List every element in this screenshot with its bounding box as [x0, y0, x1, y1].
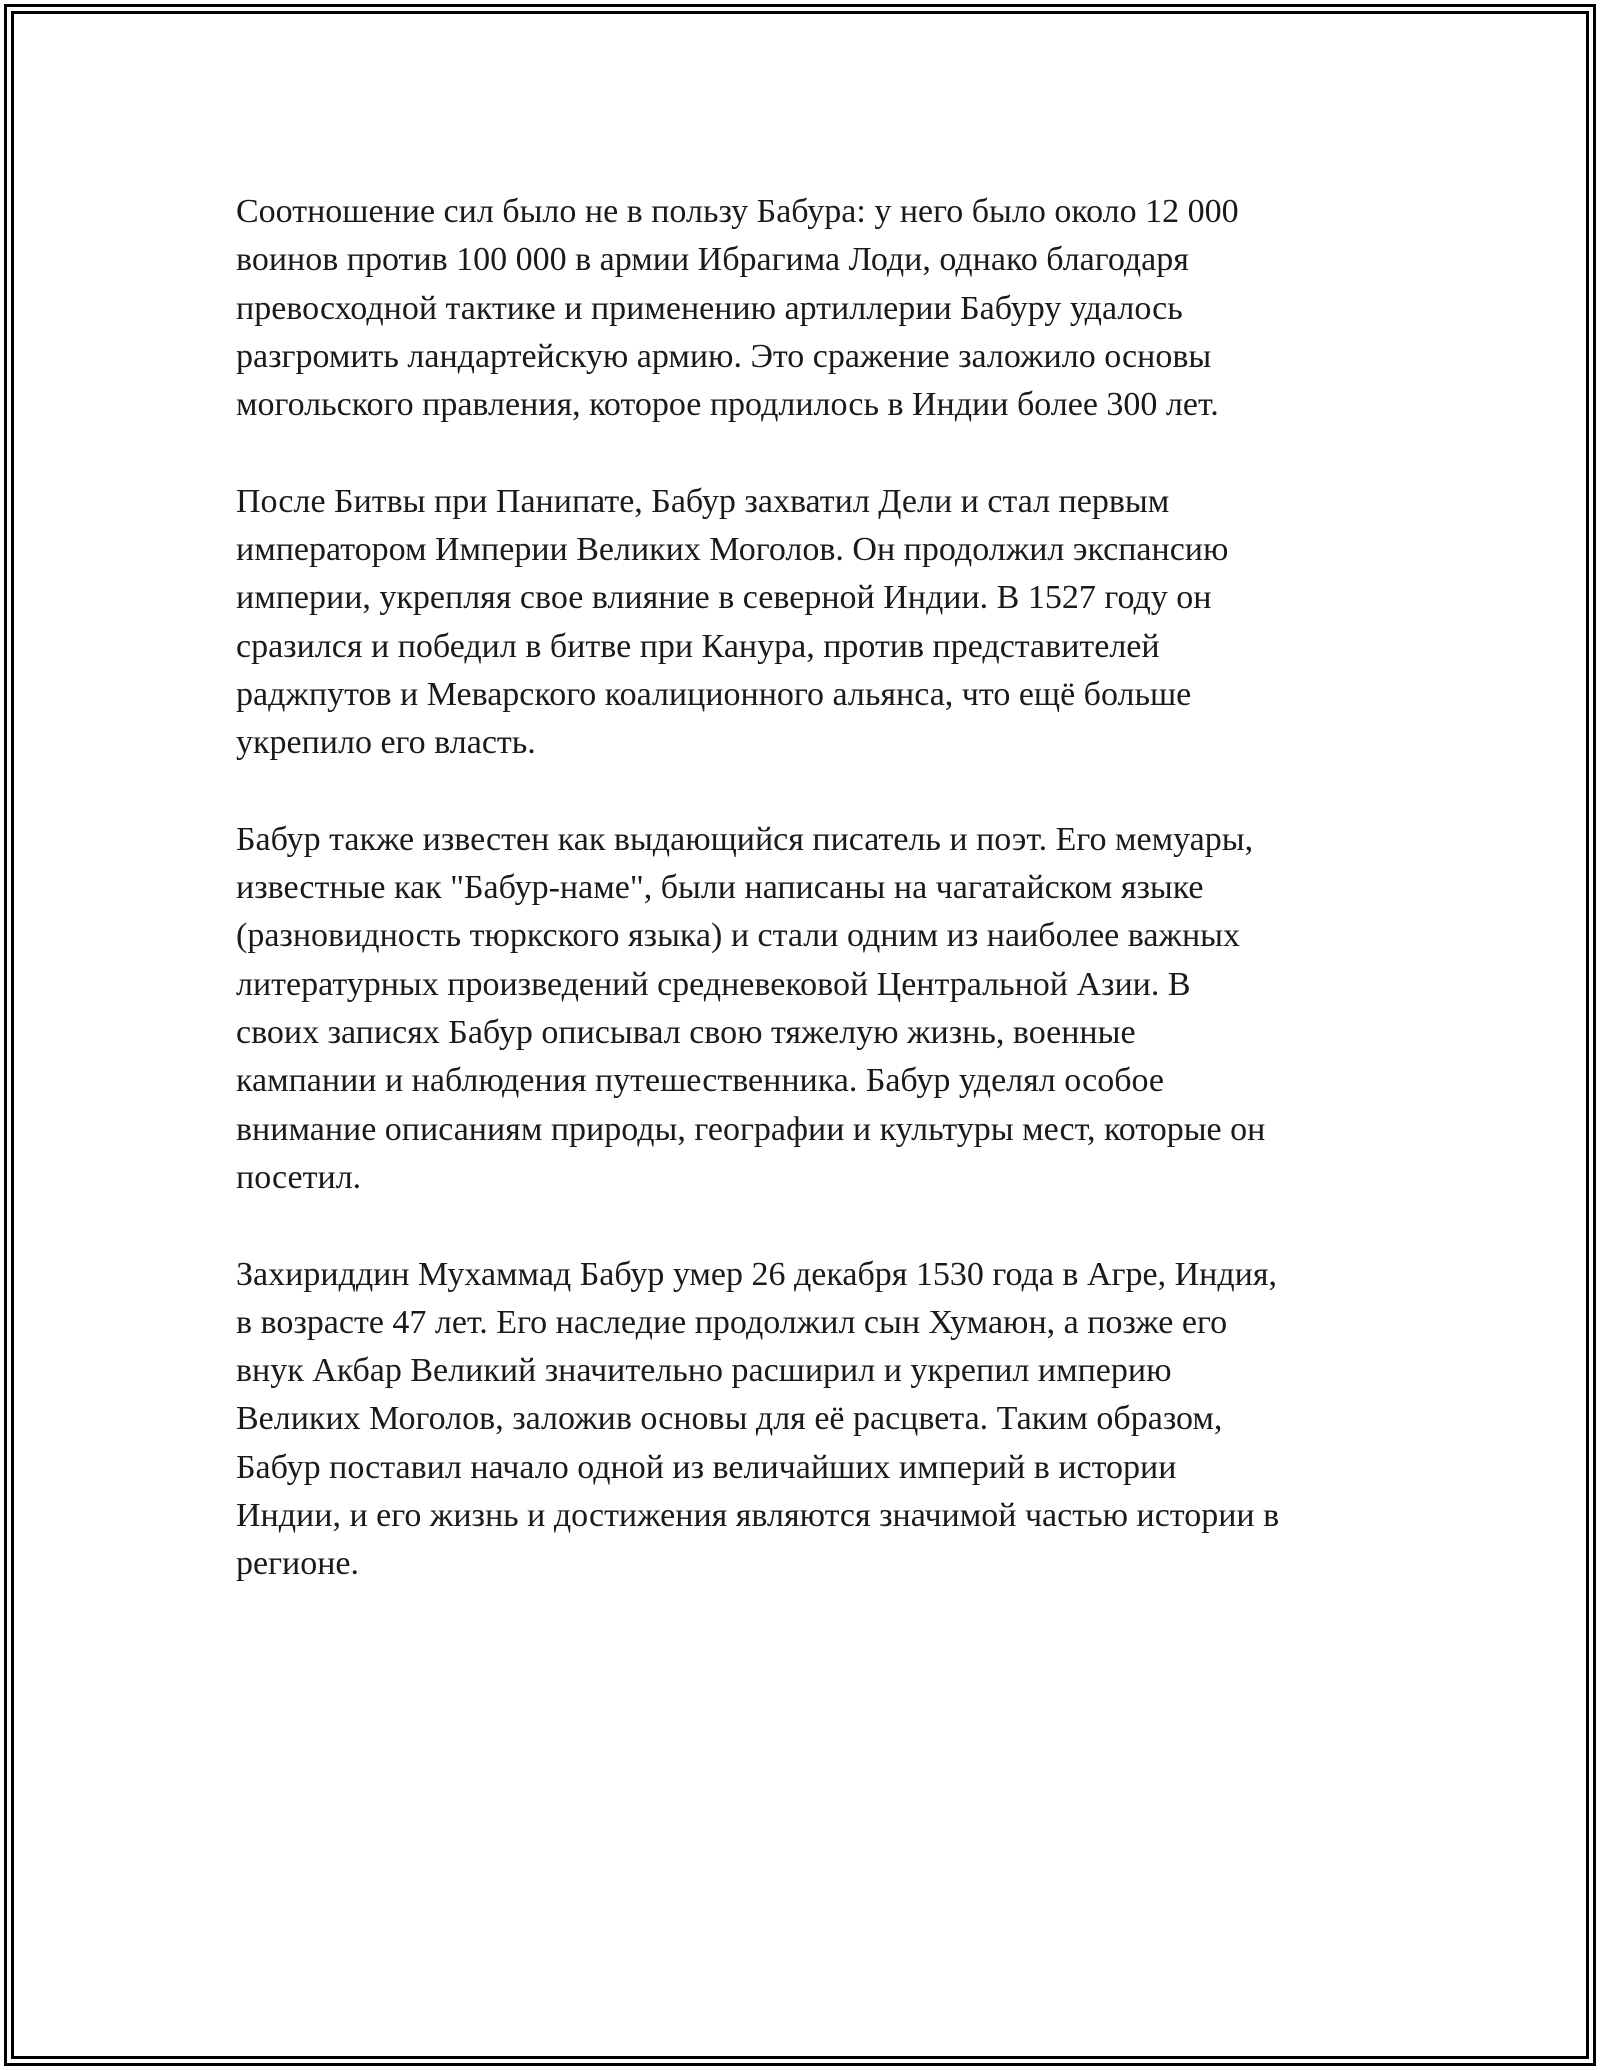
text-line: Соотношение сил было не в пользу Бабура: у него было около 12 000: [236, 193, 1239, 230]
text-line: кампании и наблюдения путешественника. Бабур уделял особое: [236, 1062, 1164, 1100]
text-line: регионе.: [236, 1545, 360, 1583]
text-line: могольского правления, которое продлилось в Индии более 300 лет.: [236, 386, 1219, 424]
text-line: внук Акбар Великий значительно расширил и укрепил империю: [236, 1352, 1172, 1390]
text-line: Великих Моголов, заложив основы для её расцвета. Таким образом,: [236, 1400, 1223, 1438]
text-line: укрепило его власть.: [236, 724, 536, 762]
paragraph-3: [236, 816, 1386, 1202]
text-line: своих записях Бабур описывал свою тяжелую жизнь, военные: [236, 1014, 1136, 1052]
text-line: воинов против 100 000 в армии Ибрагима Лоди, однако благодаря: [236, 241, 1189, 279]
paragraph-1: [236, 188, 1386, 429]
text-line: После Битвы при Панипате, Бабур захватил Дели и стал первым: [236, 482, 1170, 520]
document-body: [236, 188, 1386, 1637]
text-line: (разновидность тюркского языка) и стали одним из наиболее важных: [236, 917, 1240, 955]
text-line: империи, укрепляя свое влияние в северной Индии. В 1527 году он: [236, 579, 1212, 617]
text-line: в возрасте 47 лет. Его наследие продолжил сын Хумаюн, а позже его: [236, 1303, 1228, 1341]
text-line: Индии, и его жизнь и достижения являются значимой частью истории в: [236, 1497, 1280, 1535]
text-line: раджпутов и Меварского коалиционного альянса, что ещё больше: [236, 675, 1192, 713]
paragraph-4: [236, 1251, 1386, 1589]
text-line: литературных произведений средневековой Центральной Азии. В: [236, 965, 1191, 1003]
text-line: известные как "Бабур-наме", были написаны на чагатайском языке: [236, 869, 1204, 907]
text-line: сразился и победил в битве при Канура, против представителей: [236, 627, 1160, 665]
text-line: посетил.: [236, 1158, 362, 1196]
text-line: Захириддин Мухаммад Бабур умер 26 декабря 1530 года в Агре, Индия,: [236, 1255, 1277, 1293]
text-line: Бабур поставил начало одной из величайших империй в истории: [236, 1448, 1177, 1486]
text-line: императором Империи Великих Моголов. Он продолжил экспансию: [236, 531, 1229, 569]
text-line: превосходной тактике и применению артиллерии Бабуру удалось: [236, 289, 1183, 327]
text-line: внимание описаниям природы, географии и культуры мест, которые он: [236, 1110, 1266, 1148]
paragraph-2: [236, 478, 1386, 768]
text-line: разгромить ландартейскую армию. Это сражение заложило основы: [236, 337, 1212, 375]
text-line: Бабур также известен как выдающийся писатель и поэт. Его мемуары,: [236, 820, 1254, 858]
